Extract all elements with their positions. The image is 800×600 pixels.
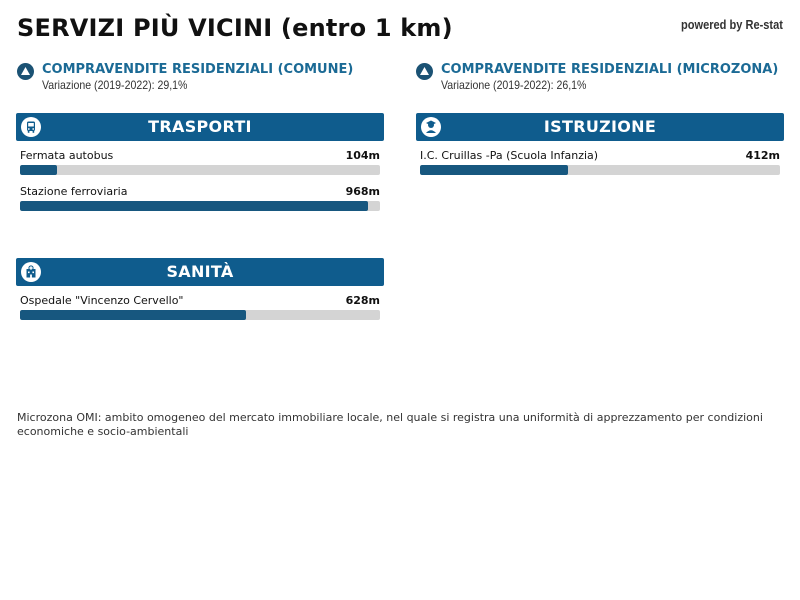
triangle-up-icon xyxy=(416,63,433,80)
distance-bar xyxy=(20,310,380,320)
triangle-up-icon xyxy=(17,63,34,80)
distance-bar-fill xyxy=(420,165,568,175)
list-item xyxy=(416,141,784,177)
page-title: SERVIZI PIÙ VICINI (entro 1 km) xyxy=(17,14,453,42)
panel-header xyxy=(16,113,384,141)
stat-variation: Variazione (2019-2022): 29,1% xyxy=(42,78,188,92)
service-distance: 628m xyxy=(345,294,380,307)
distance-bar xyxy=(20,201,380,211)
panel-header xyxy=(416,113,784,141)
service-name: I.C. Cruillas -Pa (Scuola Infanzia) xyxy=(420,149,599,162)
stat-comune xyxy=(17,60,387,96)
distance-bar-fill xyxy=(20,201,368,211)
service-name: Fermata autobus xyxy=(20,149,114,162)
list-item xyxy=(16,141,384,177)
stat-microzona xyxy=(416,60,786,96)
panel-title: TRASPORTI xyxy=(148,117,252,136)
list-item xyxy=(16,286,384,322)
panel-title: ISTRUZIONE xyxy=(543,117,657,136)
panel-header xyxy=(16,258,384,286)
stat-variation: Variazione (2019-2022): 26,1% xyxy=(441,78,587,92)
distance-bar xyxy=(20,165,380,175)
distance-bar xyxy=(420,165,780,175)
service-distance: 412m xyxy=(745,149,780,162)
panel-istruzione xyxy=(416,113,784,177)
service-name: Stazione ferroviaria xyxy=(20,185,128,198)
distance-bar-fill xyxy=(20,310,246,320)
powered-by: powered by Re-stat xyxy=(681,17,783,32)
service-distance: 104m xyxy=(345,149,380,162)
service-distance: 968m xyxy=(345,185,380,198)
panel-sanita xyxy=(16,258,384,322)
list-item xyxy=(16,177,384,213)
footnote: Microzona OMI: ambito omogeneo del mercato immobiliare locale, nel quale si registra una uniformità di apprezzamento per condizioni economiche e socio-ambientali xyxy=(17,411,763,438)
panel-trasporti xyxy=(16,113,384,213)
service-name: Ospedale "Vincenzo Cervello" xyxy=(20,294,184,307)
distance-bar-fill xyxy=(20,165,57,175)
panel-title: SANITÀ xyxy=(166,262,234,281)
stat-label: COMPRAVENDITE RESIDENZIALI (COMUNE) xyxy=(42,62,354,77)
stat-label: COMPRAVENDITE RESIDENZIALI (MICROZONA) xyxy=(441,62,779,77)
